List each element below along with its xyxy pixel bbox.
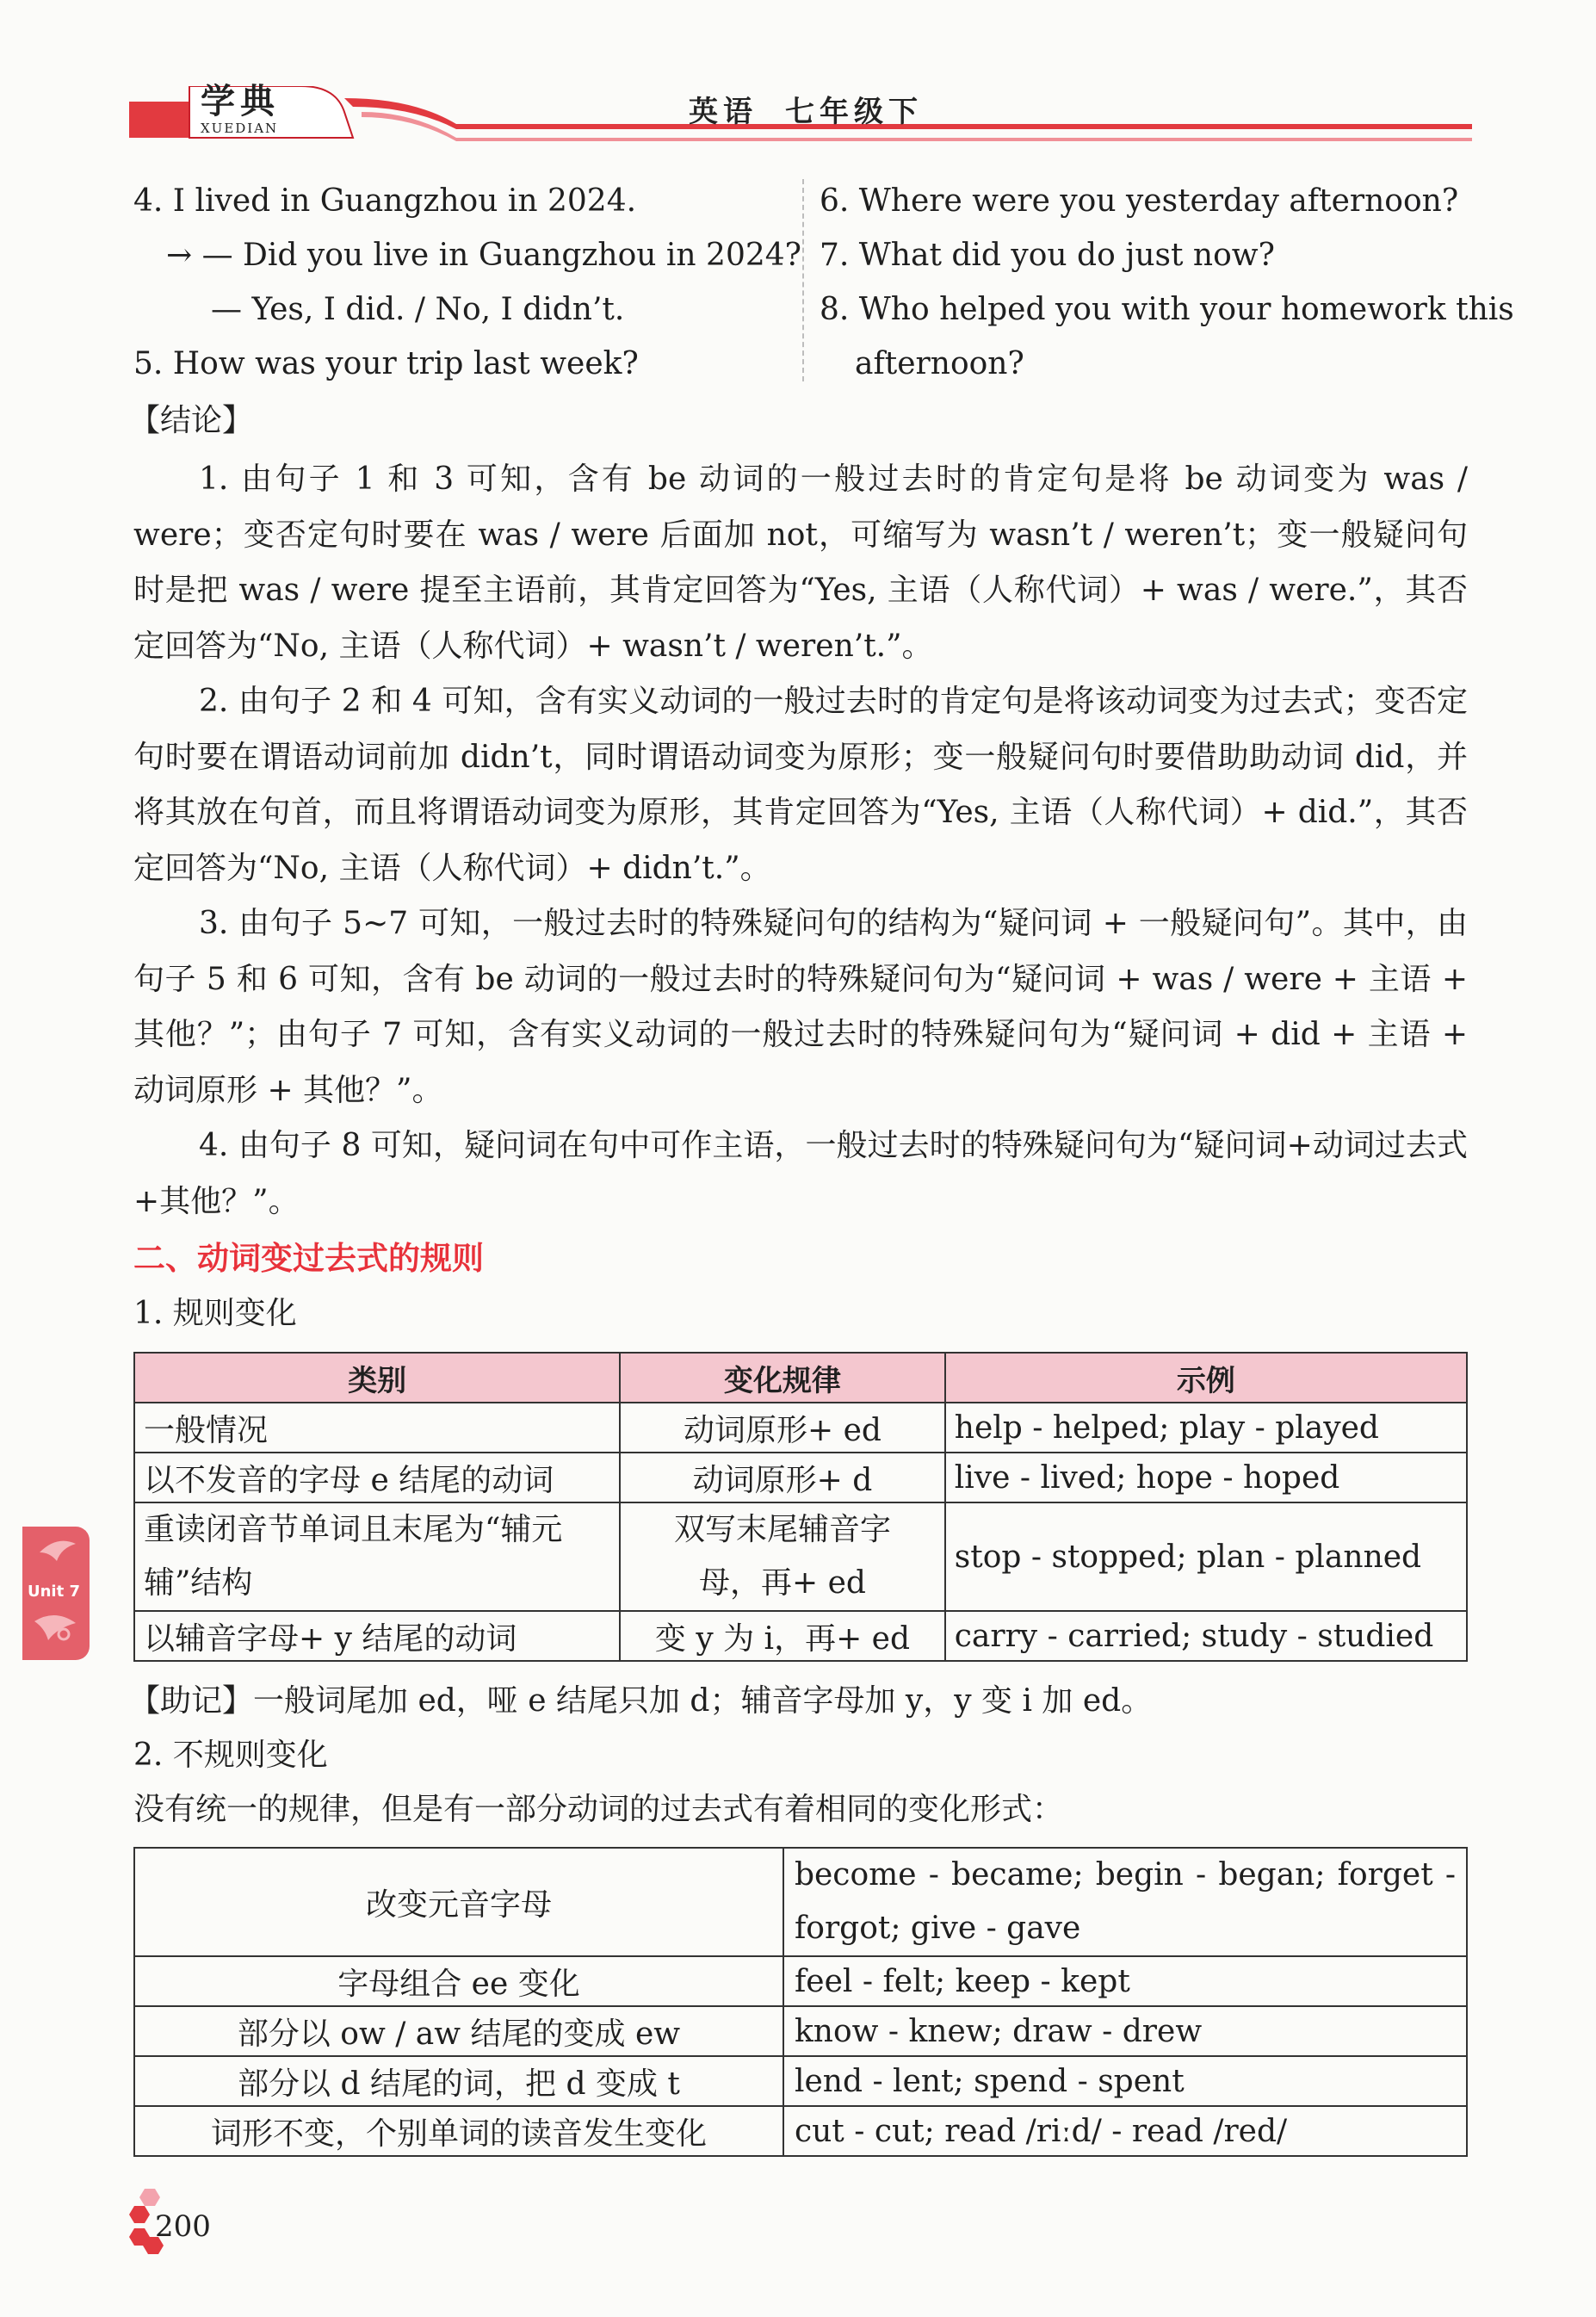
table-cell: become - became; begin - began; forget - forgot; give - gave (783, 1848, 1467, 1956)
table-row (134, 1502, 1467, 1611)
table-cell: help - helped; play - played (945, 1403, 1467, 1453)
example-4-answer: — Yes, I did. / No, I didn’t. (211, 292, 625, 327)
table-row (134, 2006, 1467, 2056)
table-cell: 动词原形+ d (620, 1453, 945, 1502)
table-row (134, 1611, 1467, 1661)
table-cell: 双写末尾辅音字母，再+ ed (620, 1502, 945, 1611)
table-cell: 以辅音字母+ y 结尾的动词 (134, 1611, 620, 1661)
unit-label: Unit 7 (28, 1583, 80, 1601)
conclusion-heading: 【结论】 (129, 403, 254, 438)
conclusion-point-3: 3. 由句子 5~7 可知，一般过去时的特殊疑问句的结构为“疑问词 + 一般疑问句”。其中，由句子 5 和 6 可知，含有 be 动词的一般过去时的特殊疑问句为“疑问词 + was / were + 主语 + 其他？”；由句子 7 可知，含有实义动词的一般过去时的特殊疑问句为“疑问词 + did + 主语 + 动词原形 + 其他？”。 (133, 906, 1468, 1108)
subsection-regular: 1. 规则变化 (133, 1296, 297, 1331)
table-cell: 变 y 为 i，再+ ed (620, 1611, 945, 1661)
example-7: 7. What did you do just now? (820, 238, 1275, 273)
table-cell: carry - carried; study - studied (945, 1611, 1467, 1661)
example-4: 4. I lived in Guangzhou in 2024. (133, 183, 637, 219)
section-title: 二、动词变过去式的规则 (133, 1240, 484, 1277)
table-cell: 改变元音字母 (134, 1848, 783, 1956)
table-cell: lend - lent; spend - spent (783, 2056, 1467, 2106)
table-cell: 词形不变，个别单词的读音发生变化 (134, 2106, 783, 2156)
conclusion-point-1: 1. 由句子 1 和 3 可知，含有 be 动词的一般过去时的肯定句是将 be 动词变为 was / were；变否定句时要在 was / were 后面加 not，可缩写为 wasn’t / weren’t；变一般疑问句时是把 was / were 提至主语前，其肯定回答为“Yes, 主语（人称代词）+ was / were.”，其否定回答为“No, 主语（人称代词）+ wasn’t / weren’t.”。 (133, 462, 1468, 664)
table-cell: 部分以 ow / aw 结尾的变成 ew (134, 2006, 783, 2056)
table-cell: 动词原形+ ed (620, 1403, 945, 1453)
conclusion-point-4: 4. 由句子 8 可知，疑问词在句中可作主语，一般过去时的特殊疑问句为“疑问词+动词过去式+其他？”。 (133, 1128, 1468, 1219)
table-cell: 部分以 d 结尾的词，把 d 变成 t (134, 2056, 783, 2106)
table-row (134, 1956, 1467, 2006)
table-cell: live - lived; hope - hoped (945, 1453, 1467, 1502)
brand-logo-cn: 学典 (201, 81, 280, 121)
header-grade: 七年级下 (785, 95, 923, 129)
example-4-question: → — Did you live in Guangzhou in 2024? (166, 238, 801, 273)
table-row (134, 1848, 1467, 1956)
example-6: 6. Where were you yesterday afternoon? (820, 183, 1459, 219)
table-row (134, 2056, 1467, 2106)
column-divider (802, 179, 804, 381)
table-cell: 一般情况 (134, 1403, 620, 1453)
table-row (134, 1403, 1467, 1453)
table-cell: cut - cut; read /riːd/ - read /red/ (783, 2106, 1467, 2156)
table-cell: stop - stopped; plan - planned (945, 1502, 1467, 1611)
irregular-intro: 没有统一的规律，但是有一部分动词的过去式有着相同的变化形式： (133, 1792, 1064, 1827)
page-number: 200 (155, 2209, 211, 2244)
table-row (134, 2106, 1467, 2156)
irregular-rules-table (133, 1847, 1468, 2157)
example-8-cont: afternoon? (855, 346, 1024, 381)
table-cell: feel - felt; keep - kept (783, 1956, 1467, 2006)
table-cell: 以不发音的字母 e 结尾的动词 (134, 1453, 620, 1502)
table-header: 变化规律 (620, 1353, 945, 1403)
table-cell: know - knew; draw - drew (783, 2006, 1467, 2056)
table-header: 类别 (134, 1353, 620, 1403)
table-header: 示例 (945, 1353, 1467, 1403)
brand-logo-en: XUEDIAN (201, 121, 279, 136)
example-5: 5. How was your trip last week? (133, 346, 639, 381)
table-cell: 重读闭音节单词且末尾为“辅元辅”结构 (134, 1502, 620, 1611)
subsection-irregular: 2. 不规则变化 (133, 1738, 328, 1773)
example-8: 8. Who helped you with your homework this (820, 292, 1514, 327)
mnemonic-note: 【助记】一般词尾加 ed，哑 e 结尾只加 d；辅音字母加 y，y 变 i 加 ed。 (129, 1683, 1153, 1719)
table-row (134, 1453, 1467, 1502)
table-cell: 字母组合 ee 变化 (134, 1956, 783, 2006)
regular-rules-table (133, 1352, 1468, 1662)
table-header-row (134, 1353, 1467, 1403)
header-subject: 英语 (689, 95, 758, 129)
conclusion-point-2: 2. 由句子 2 和 4 可知，含有实义动词的一般过去时的肯定句是将该动词变为过去式；变否定句时要在谓语动词前加 didn’t，同时谓语动词变为原形；变一般疑问句时要借助助动词 did，并将其放在句首，而且将谓语动词变为原形，其肯定回答为“Yes, 主语（人称代词）+ did.”，其否定回答为“No, 主语（人称代词）+ didn’t.”。 (133, 684, 1468, 886)
